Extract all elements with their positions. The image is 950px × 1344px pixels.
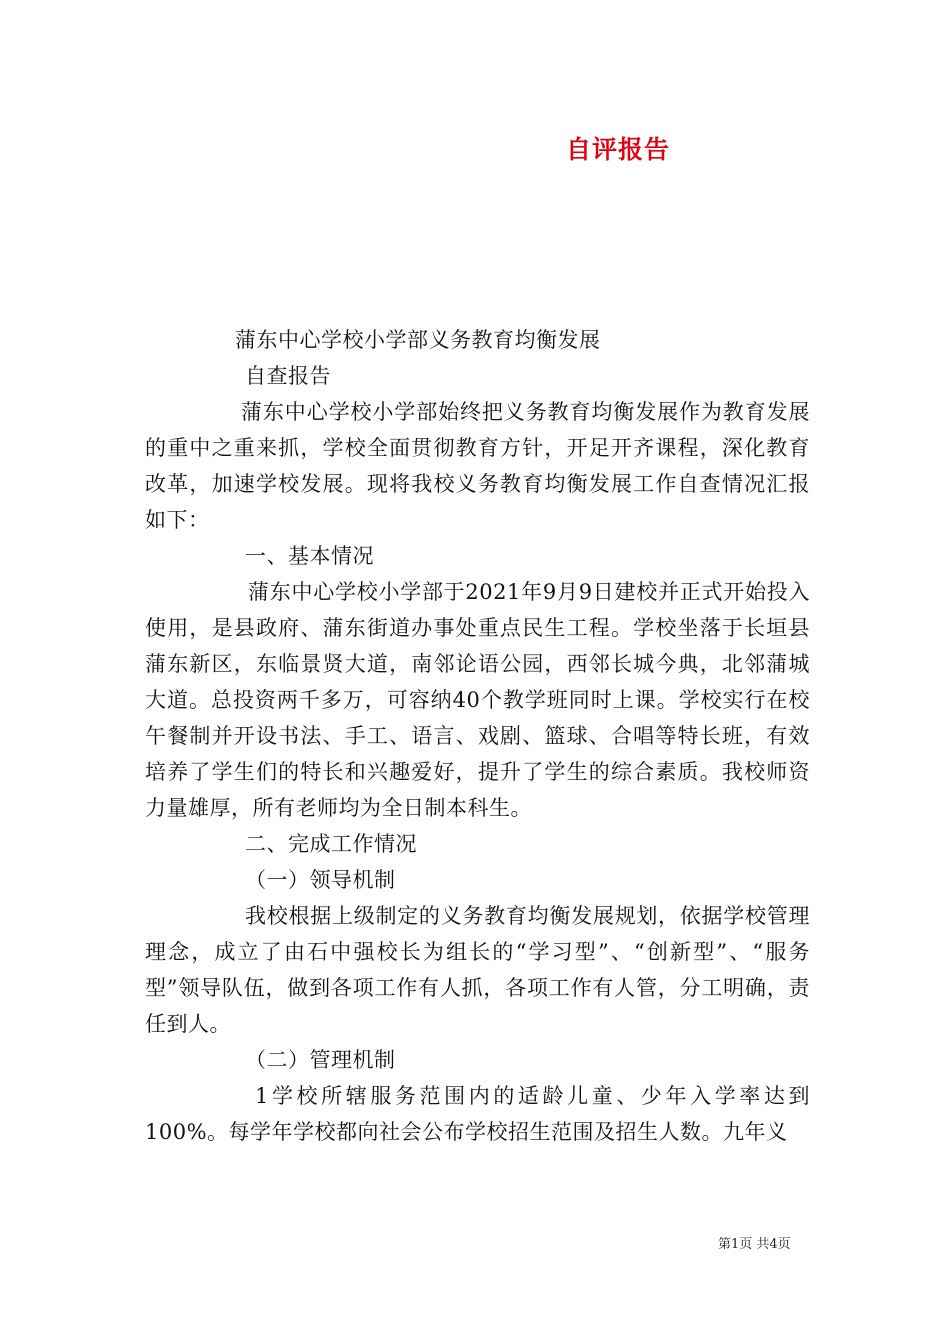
- section-2-title: 二、完成工作情况: [245, 832, 417, 856]
- heading-line-1: 蒲东中心学校小学部义务教育均衡发展: [235, 328, 601, 352]
- intro-paragraph: 蒲东中心学校小学部始终把义务教育均衡发展作为教育发展的重中之重来抓，学校全面贯彻教育方针，开足开齐课程，深化教育改革，加速学校发展。现将我校义务教育均衡发展工作自查情况汇报如下：: [145, 400, 810, 532]
- document-body: [145, 322, 810, 1150]
- subsection-2-paragraph: 1学校所辖服务范围内的适龄儿童、少年入学率达到100%。每学年学校都向社会公布学校招生范围及招生人数。九年义: [145, 1084, 810, 1144]
- subsection-1-title: （一）领导机制: [245, 868, 396, 892]
- document-title: 自评报告: [566, 135, 671, 164]
- heading-line-2: 自查报告: [245, 364, 331, 388]
- subsection-2-title: （二）管理机制: [245, 1048, 396, 1072]
- subsection-1-paragraph: 我校根据上级制定的义务教育均衡发展规划，依据学校管理理念，成立了由石中强校长为组长的“学习型”、“创新型”、“服务型”领导队伍，做到各项工作有人抓，各项工作有人管，分工明确，责任到人。: [145, 904, 810, 1036]
- page-number-footer: 第1页 共4页: [718, 1237, 791, 1252]
- section-1-paragraph: 蒲东中心学校小学部于2021年9月9日建校并正式开始投入使用，是县政府、蒲东街道办事处重点民生工程。学校坐落于长垣县蒲东新区，东临景贤大道，南邻论语公园，西邻长城今典，北邻蒲城大道。总投资两千多万，可容纳40个教学班同时上课。学校实行在校午餐制并开设书法、手工、语言、戏剧、篮球、合唱等特长班，有效培养了学生们的特长和兴趣爱好，提升了学生的综合素质。我校师资力量雄厚，所有老师均为全日制本科生。: [145, 580, 810, 820]
- section-1-title: 一、基本情况: [245, 544, 374, 568]
